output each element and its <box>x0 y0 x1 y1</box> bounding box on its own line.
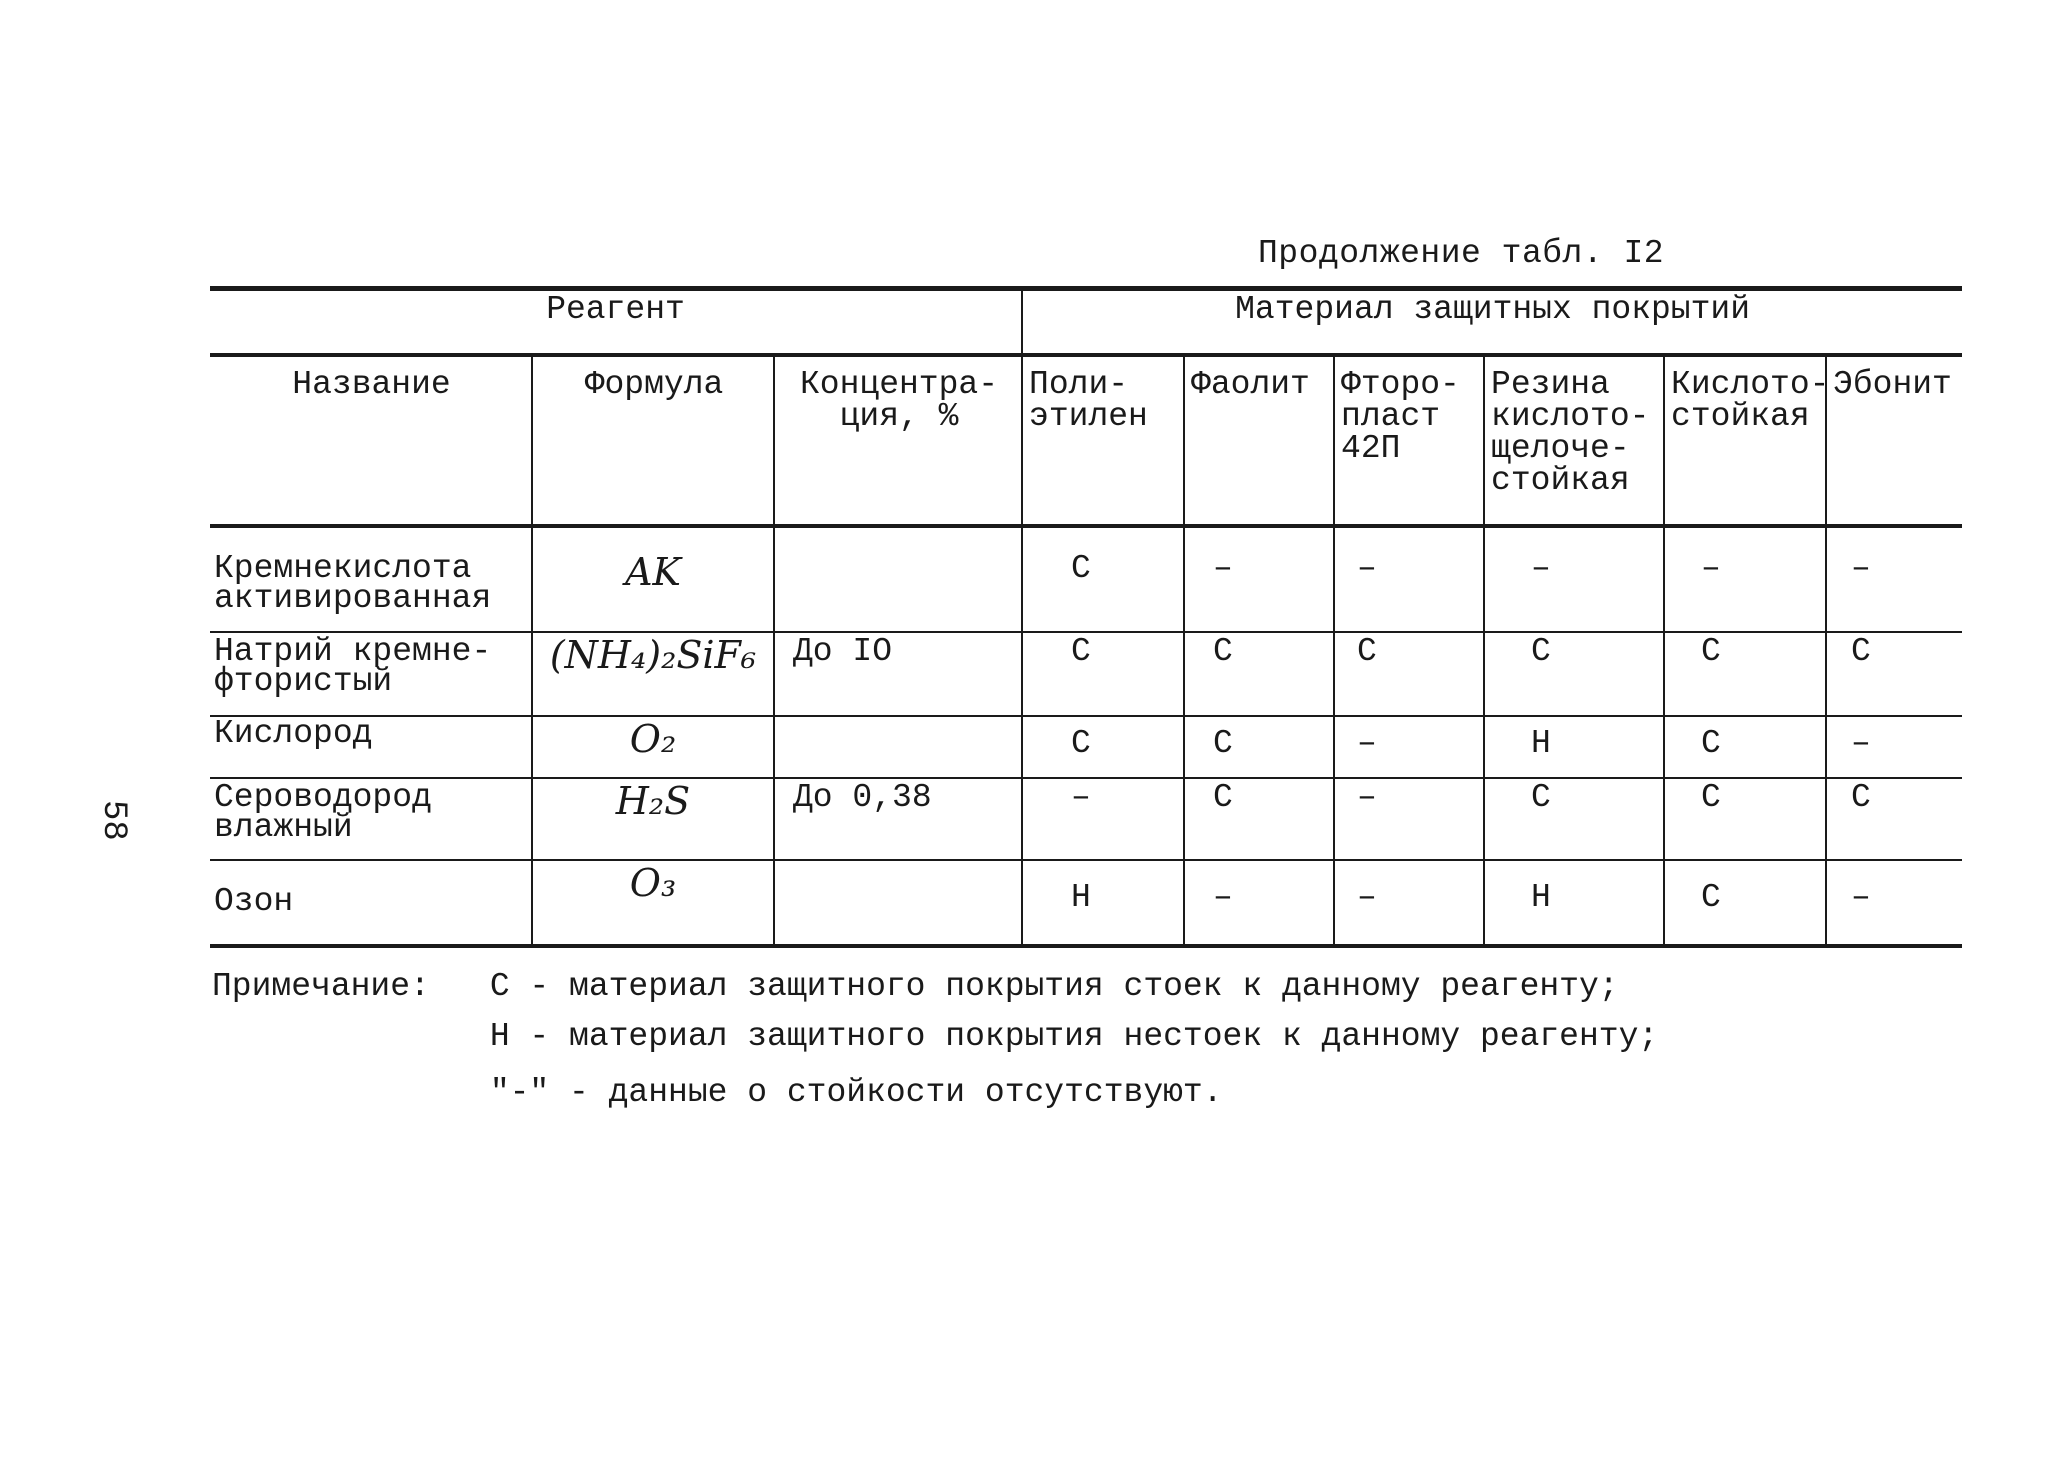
value-cell: – <box>1334 716 1484 778</box>
value-cell: Н <box>1022 860 1184 946</box>
value-cell: С <box>1826 632 1962 716</box>
col-header-acid-resistant: Кислото- стойкая <box>1664 355 1826 526</box>
value-cell: – <box>1334 860 1484 946</box>
value-cell: С <box>1826 778 1962 860</box>
col-header-ebonite: Эбонит <box>1826 355 1962 526</box>
page-number: 58 <box>94 800 132 841</box>
reagent-formula: AK <box>532 550 774 632</box>
value-cell: – <box>1826 716 1962 778</box>
column-header-row <box>210 355 1962 526</box>
value-cell: С <box>1484 632 1664 716</box>
value-cell: С <box>1484 778 1664 860</box>
reagent-name: Сероводород влажный <box>210 778 532 860</box>
table-row <box>210 550 1962 632</box>
value-cell: С <box>1664 778 1826 860</box>
reagent-concentration <box>774 550 1022 632</box>
table-row <box>210 716 1962 778</box>
reagent-name: Озон <box>210 860 532 946</box>
value-cell: – <box>1826 860 1962 946</box>
value-cell: С <box>1022 632 1184 716</box>
value-cell: С <box>1184 716 1334 778</box>
table-note <box>212 962 1658 1118</box>
value-cell: С <box>1022 716 1184 778</box>
reagent-formula: H₂S <box>532 778 774 860</box>
value-cell: С <box>1022 550 1184 632</box>
value-cell: – <box>1484 550 1664 632</box>
value-cell: Н <box>1484 716 1664 778</box>
col-header-rubber: Резина кислото- щелоче- стойкая <box>1484 355 1664 526</box>
col-header-formula: Формула <box>532 355 774 526</box>
reagent-formula: O₂ <box>532 716 774 778</box>
reagent-name: Кремнекислота активированная <box>210 550 532 632</box>
col-header-name: Название <box>210 355 532 526</box>
reagent-group-header: Реагент <box>210 289 1022 356</box>
value-cell: С <box>1664 860 1826 946</box>
reagent-concentration <box>774 716 1022 778</box>
note-line-no-data: "-" - данные о стойкости отсутствуют. <box>489 1074 1223 1111</box>
reagent-name: Кислород <box>210 716 532 778</box>
value-cell: – <box>1334 778 1484 860</box>
value-cell: – <box>1334 550 1484 632</box>
value-cell: С <box>1184 632 1334 716</box>
note-label: Примечание: <box>212 968 430 1005</box>
materials-group-header: Материал защитных покрытий <box>1022 289 1962 356</box>
reagent-concentration: До IO <box>774 632 1022 716</box>
note-line-unstable: Н - материал защитного покрытия нестоек к данному реагенту; <box>489 1018 1659 1055</box>
value-cell: – <box>1826 550 1962 632</box>
value-cell: – <box>1022 778 1184 860</box>
value-cell: – <box>1184 860 1334 946</box>
value-cell: С <box>1334 632 1484 716</box>
table-caption: Продолжение табл. I2 <box>1258 235 1665 272</box>
group-header-row <box>210 289 1962 356</box>
col-header-ftoroplast: Фторо- пласт 42П <box>1334 355 1484 526</box>
value-cell: С <box>1664 716 1826 778</box>
reagent-concentration <box>774 860 1022 946</box>
table-row <box>210 632 1962 716</box>
note-lines <box>490 962 1658 1118</box>
note-line-stable: С - материал защитного покрытия стоек к данному реагенту; <box>489 968 1619 1005</box>
reagent-name: Натрий кремне- фтористый <box>210 632 532 716</box>
reagent-formula: O₃ <box>532 860 774 946</box>
table-row <box>210 860 1962 946</box>
value-cell: Н <box>1484 860 1664 946</box>
col-header-concentration: Концентра- ция, % <box>774 355 1022 526</box>
reagent-formula: (NH₄)₂SiF₆ <box>532 632 774 716</box>
col-header-polyethylene: Поли- этилен <box>1022 355 1184 526</box>
value-cell: С <box>1664 632 1826 716</box>
table-row <box>210 778 1962 860</box>
value-cell: С <box>1184 778 1334 860</box>
col-header-faolit: Фаолит <box>1184 355 1334 526</box>
value-cell: – <box>1184 550 1334 632</box>
reagent-concentration: До 0,38 <box>774 778 1022 860</box>
resistance-table <box>210 286 1962 948</box>
value-cell: – <box>1664 550 1826 632</box>
